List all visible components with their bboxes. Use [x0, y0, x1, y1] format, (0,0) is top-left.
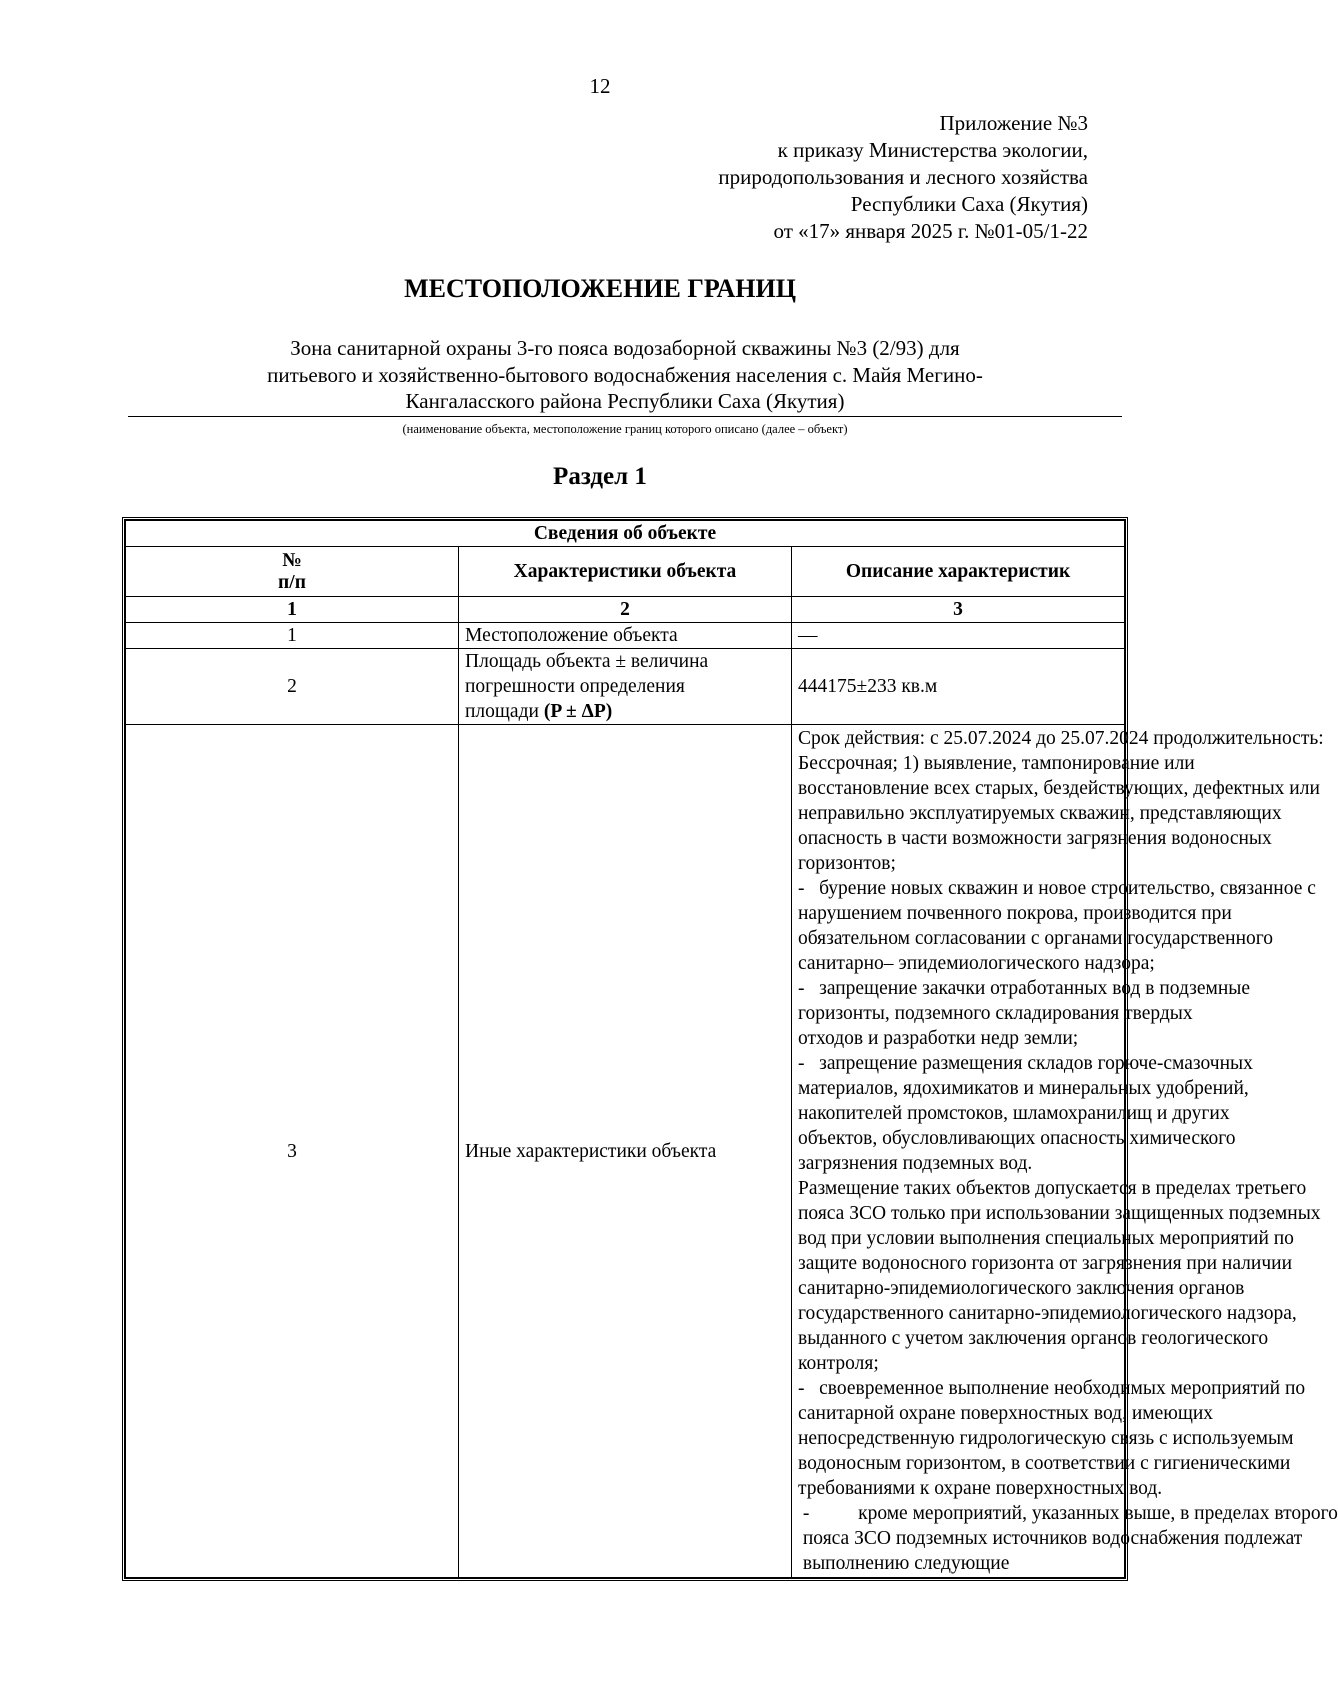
description-line: Срок действия: с 25.07.2024 до 25.07.2024 продолжительность:	[798, 728, 1324, 749]
description-line: объектов, обусловливающих опасность химического	[798, 1128, 1236, 1149]
object-name-caption: (наименование объекта, местоположение границ которого описано (далее – объект)	[402, 422, 848, 436]
column-number-row	[126, 597, 1125, 623]
row-characteristic: Иные характеристики объекта	[459, 725, 792, 1578]
appendix-line: к приказу Министерства экологии,	[777, 138, 1088, 162]
row-number: 1	[126, 623, 459, 649]
description-line: выполнению следующие	[798, 1553, 1010, 1574]
description-line: нарушением почвенного покрова, производится при	[798, 903, 1232, 924]
appendix-header	[718, 110, 1088, 245]
description-line: Бессрочная; 1) выявление, тампонирование или	[798, 753, 1195, 774]
characteristic-line: погрешности определения	[465, 676, 685, 697]
document-title: МЕСТОПОЛОЖЕНИЕ ГРАНИЦ	[404, 274, 796, 303]
description-line: выданного с учетом заключения органов геологического	[798, 1328, 1269, 1349]
column-number: 2	[459, 597, 792, 623]
object-name-line: питьевого и хозяйственно-бытового водоснабжения населения с. Майя Мегино-	[267, 362, 983, 387]
table-row	[126, 623, 1125, 649]
characteristic-last-word: площади	[465, 701, 539, 722]
header-number-line1: №	[282, 549, 302, 571]
appendix-line: Республики Саха (Якутия)	[850, 192, 1088, 216]
object-info-table	[125, 520, 1338, 1578]
description-line: - запрещение размещения складов горюче-смазочных	[798, 1053, 1253, 1074]
description-line: контроля;	[798, 1353, 879, 1374]
description-line: вод при условии выполнения специальных мероприятий по	[798, 1228, 1294, 1249]
description-line: санитарно-эпидемиологического заключения органов	[798, 1278, 1245, 1299]
description-line: государственного санитарно-эпидемиологического надзора,	[798, 1303, 1297, 1324]
description-line: неправильно эксплуатируемых скважин, представляющих	[798, 803, 1282, 824]
description-line: обязательном согласовании с органами государственного	[798, 928, 1274, 949]
description-line: Размещение таких объектов допускается в пределах третьего	[798, 1178, 1307, 1199]
header-number-line2: п/п	[278, 571, 306, 593]
description-line: санитарной охране поверхностных вод, имеющих	[798, 1403, 1214, 1424]
object-name-line: Зона санитарной охраны 3-го пояса водозаборной скважины №3 (2/93) для	[290, 336, 960, 360]
description-line: - кроме мероприятий, указанных выше, в пределах второго	[798, 1503, 1338, 1524]
description-line: пояса ЗСО только при использовании защищенных подземных	[798, 1203, 1321, 1224]
characteristic-line	[465, 699, 785, 724]
description-line: непосредственную гидрологическую связь с используемым	[798, 1428, 1294, 1449]
row-characteristic: Местоположение объекта	[459, 623, 792, 649]
description-line: санитарно– эпидемиологического надзора;	[798, 953, 1155, 974]
row-characteristic	[459, 649, 792, 725]
table-row	[126, 725, 1125, 1578]
description-line: - своевременное выполнение необходимых мероприятий по	[798, 1378, 1306, 1399]
header-number	[126, 547, 459, 597]
description-line: пояса ЗСО подземных источников водоснабжения подлежат	[798, 1528, 1303, 1549]
page-number: 12	[589, 74, 611, 98]
characteristic-line: Площадь объекта ± величина	[465, 651, 709, 672]
description-line: - запрещение закачки отработанных вод в подземные	[798, 978, 1251, 999]
description-line: защите водоносного горизонта от загрязнения при наличии	[798, 1253, 1293, 1274]
row-description: 444175±233 кв.м	[792, 649, 1125, 725]
row-number: 2	[126, 649, 459, 725]
description-line: водоносным горизонтом, в соответствии с гигиеническими	[798, 1453, 1291, 1474]
description-line: - бурение новых скважин и новое строительство, связанное с	[798, 878, 1316, 899]
description-line: отходов и разработки недр земли;	[798, 1028, 1079, 1049]
description-line: накопителей промстоков, шламохранилищ и других	[798, 1103, 1230, 1124]
column-number: 3	[792, 597, 1125, 623]
row-number: 3	[126, 725, 459, 1578]
object-name-line: Кангаласского района Республики Саха (Якутия)	[405, 389, 845, 413]
object-name	[128, 335, 1122, 415]
appendix-line: от «17» января 2025 г. №01-05/1-22	[773, 219, 1088, 243]
object-info-table-frame	[122, 517, 1338, 1581]
appendix-line: Приложение №3	[939, 111, 1088, 135]
table-caption: Сведения об объекте	[126, 521, 1125, 547]
header-characteristic: Характеристики объекта	[459, 547, 792, 597]
description-line: горизонты, подземного складирования твердых	[798, 1003, 1193, 1024]
description-line: загрязнения подземных вод.	[798, 1153, 1033, 1174]
description-line: материалов, ядохимикатов и минеральных удобрений,	[798, 1078, 1249, 1099]
section-title: Раздел 1	[553, 463, 647, 490]
table-row	[126, 649, 1125, 725]
area-formula: (P ± ΔP)	[543, 701, 613, 722]
column-number: 1	[126, 597, 459, 623]
description-line: опасность в части возможности загрязнения водоносных	[798, 828, 1272, 849]
row-description: —	[792, 623, 1125, 649]
appendix-line: природопользования и лесного хозяйства	[718, 165, 1088, 189]
header-description: Описание характеристик	[792, 547, 1125, 597]
description-line: восстановление всех старых, бездействующих, дефектных или	[798, 778, 1320, 799]
table-header-row	[126, 547, 1125, 597]
object-name-underline	[128, 416, 1122, 417]
description-line: требованиями к охране поверхностных вод.	[798, 1478, 1163, 1499]
description-line: горизонтов;	[798, 853, 896, 874]
row-description-other	[792, 725, 1338, 1578]
